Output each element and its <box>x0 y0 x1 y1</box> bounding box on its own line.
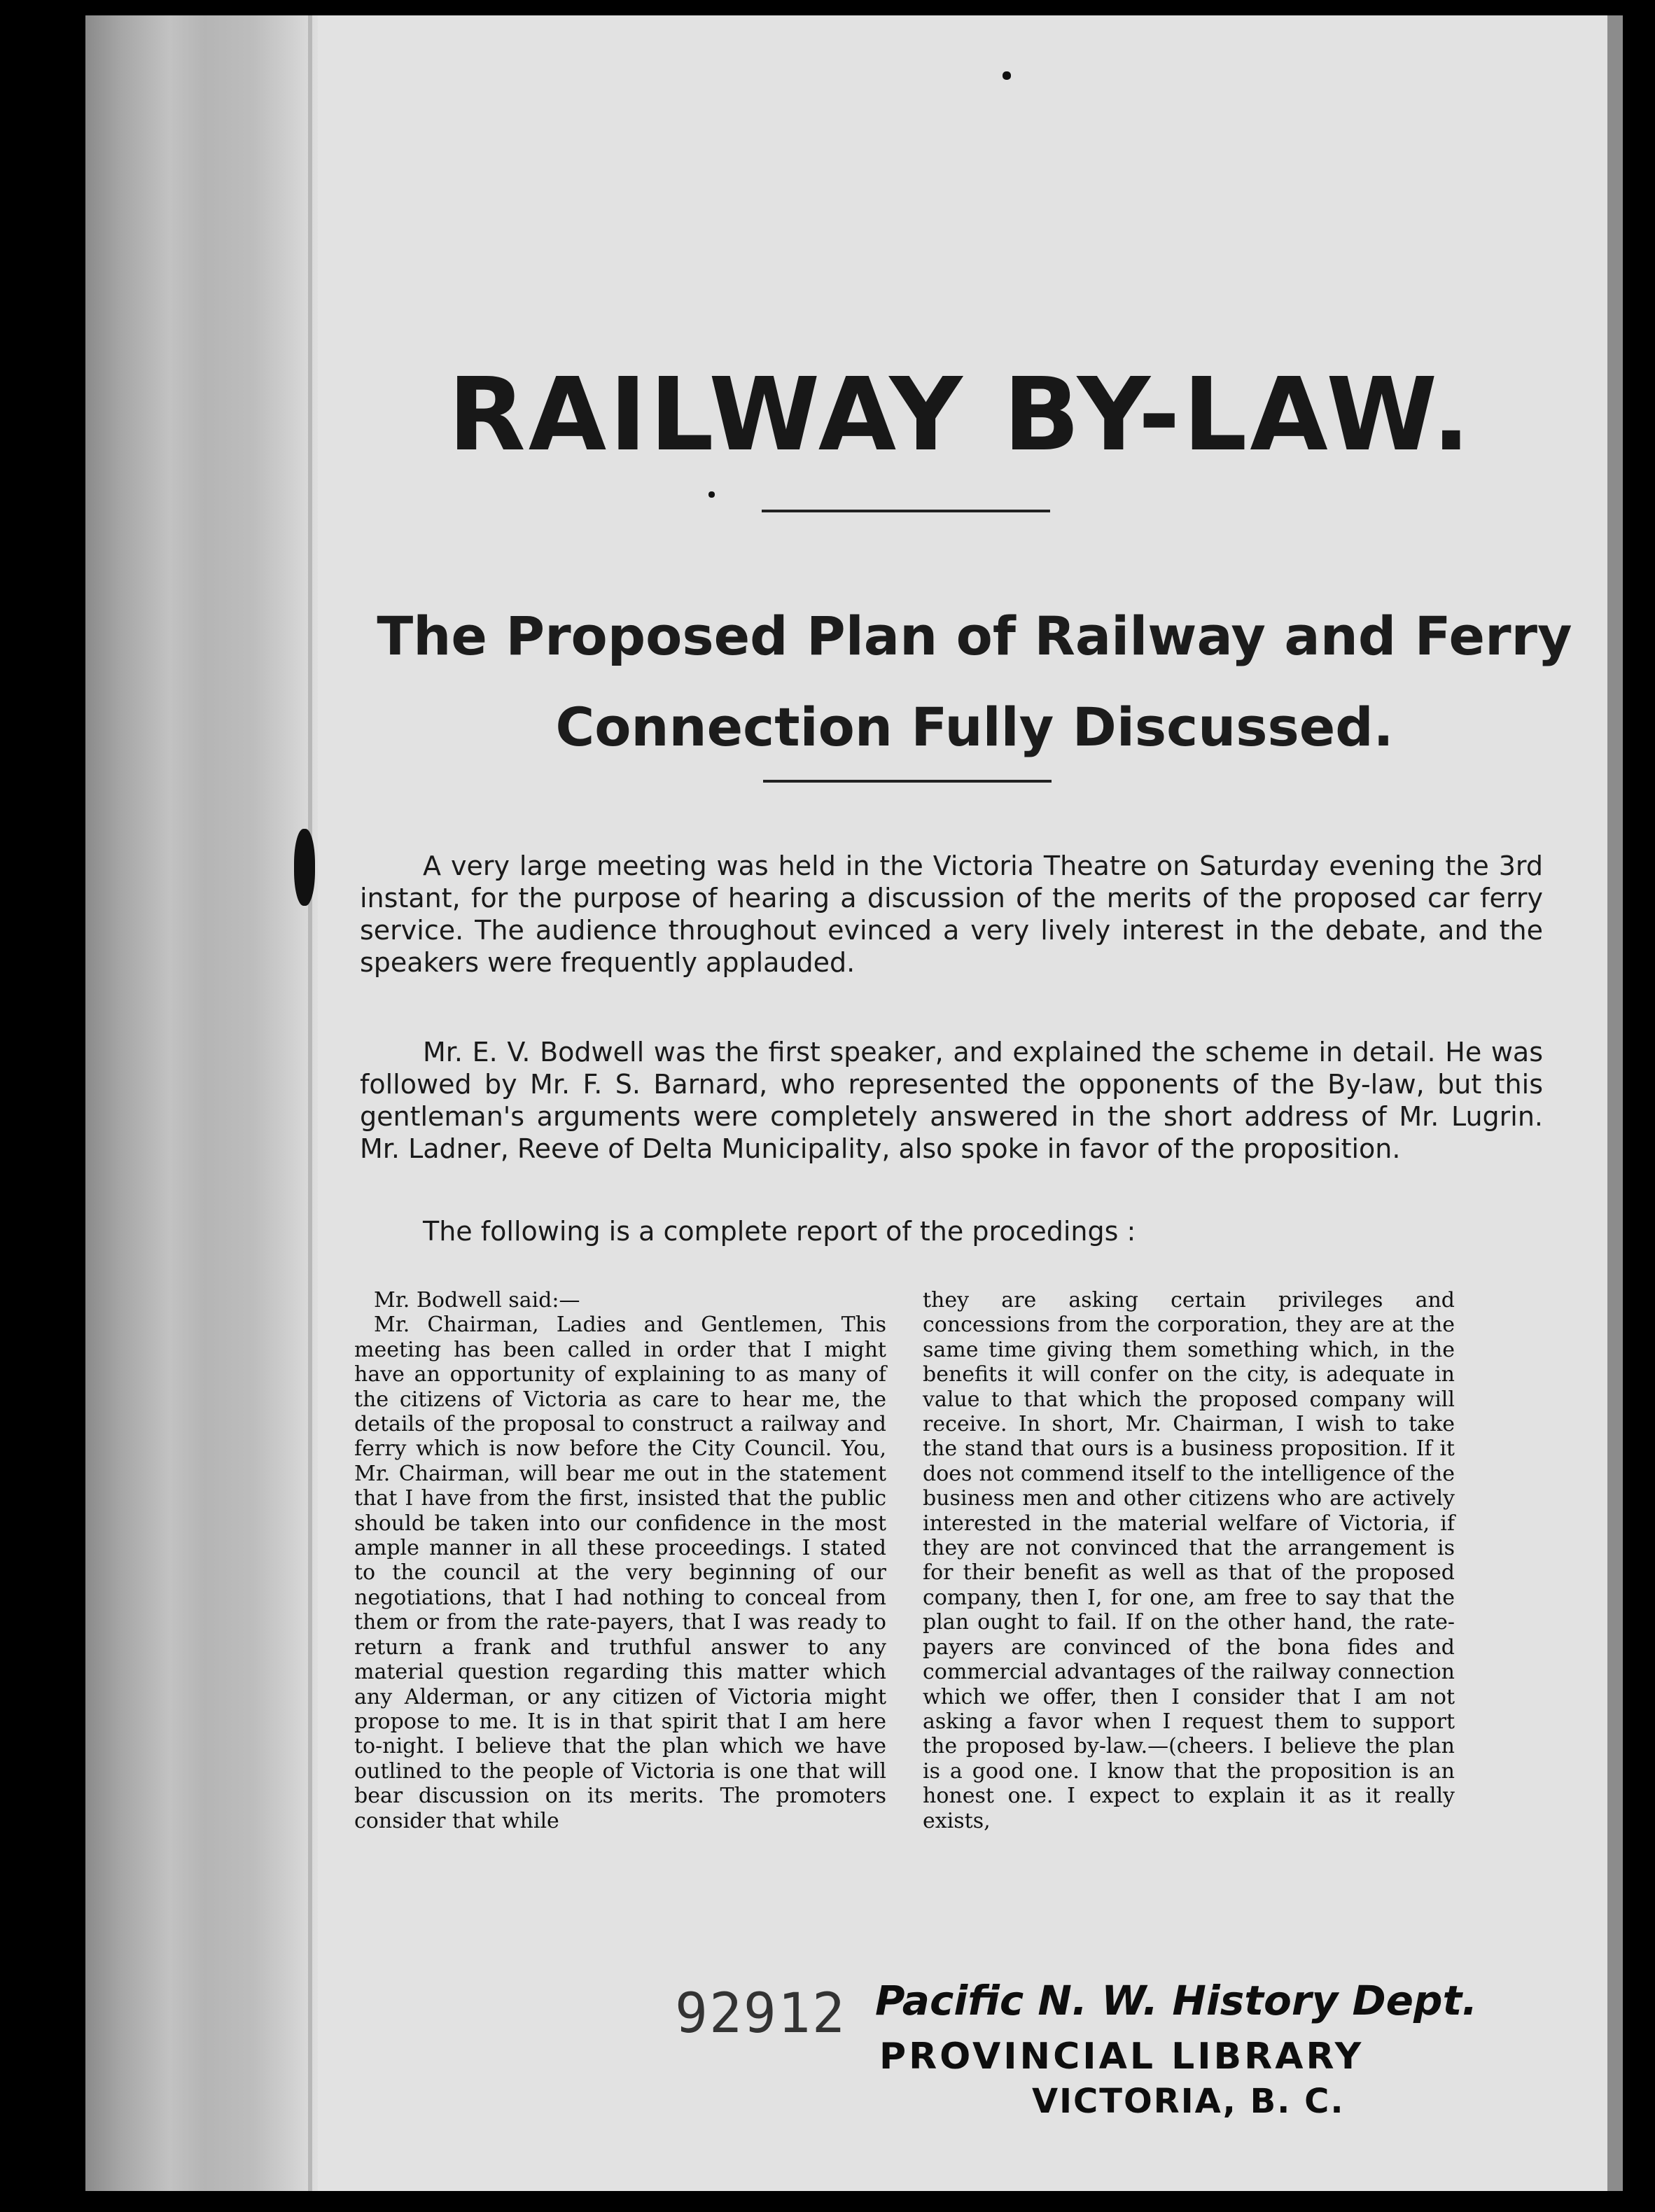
document-subtitle <box>337 591 1612 773</box>
binding-spine <box>85 15 318 2191</box>
ink-blot <box>294 829 315 906</box>
page-right-edge <box>1607 15 1623 2191</box>
intro-paragraph-1: A very large meeting was held in the Victoria Theatre on Saturday evening the 3rd instant, for the purpose of hearing a discussion of the merits of the proposed car ferry service. The audience throughout evinced a very lively interest in the debate, and the speakers were frequently applauded. <box>360 850 1543 978</box>
column-left <box>354 1288 886 1833</box>
library-stamp-line-3: VICTORIA, B. C. <box>1032 2082 1345 2121</box>
speaker-heading: Mr. Bodwell said:— <box>374 1288 580 1312</box>
subtitle-rule <box>763 780 1052 783</box>
intro-paragraph-3: The following is a complete report of the procedings : <box>423 1216 1136 1247</box>
title-rule <box>762 510 1050 512</box>
column-left-text: Mr. Chairman, Ladies and Gentlemen, This meeting has been called in order that I might have an opportunity of explaining to as many of the citizens of Victoria as care to hear me, the details of the proposal to construct a railway and ferry which is now before the City Council. You, Mr. Chairman, will bear me out in the statement that I have from the first, insisted that the public should be taken into our confidence in the most ample manner in all these proceedings. I stated to the council at the very beginning of our negotiations, that I had nothing to conceal from them or from the rate-payers, that I was ready to return a frank and truthful answer to any material question regarding this matter which any Alderman, or any citizen of Victoria might propose to me. It is in that spirit that I am here to-night. I believe that the plan which we have outlined to the people of Victoria is one that will bear discussion on its merits. The promoters consider that while <box>354 1312 886 1833</box>
ink-dot <box>1003 71 1011 80</box>
document-title: RAILWAY BY-LAW. <box>447 356 1474 473</box>
subtitle-line-1: The Proposed Plan of Railway and Ferry <box>377 605 1572 667</box>
subtitle-line-2: Connection Fully Discussed. <box>555 696 1394 758</box>
accession-number-stamp: 92912 <box>675 1982 846 2045</box>
ink-dot <box>708 491 715 498</box>
intro-paragraph-2: Mr. E. V. Bodwell was the first speaker, and explained the scheme in detail. He was followed by Mr. F. S. Barnard, who represented the opponents of the By-law, but this gentleman's arguments were completely answered in the short address of Mr. Lugrin. Mr. Ladner, Reeve of Delta Municipality, also spoke in favor of the proposition. <box>360 1037 1543 1164</box>
library-stamp-line-1: Pacific N. W. History Dept. <box>875 1977 1478 2024</box>
spine-fold <box>308 15 312 2191</box>
column-right-text: they are asking certain privileges and concessions from the corporation, they are at the same time giving them something which, in the benefits it will confer on the city, is adequate in value to that which the proposed company will receive. In short, Mr. Chairman, I wish to take the stand that ours is a business proposition. If it does not commend itself to the intelligence of the business men and other citizens who are actively interested in the material welfare of Victoria, if they are not convinced that the arrangement is for their benefit as well as that of the proposed company, then I, for one, am free to say that the plan ought to fail. If on the other hand, the rate-payers are convinced of the bona fides and commercial advantages of the railway connection which we offer, then I consider that I am not asking a favor when I request them to support the proposed by-law.—(cheers. I believe the plan is a good one. I know that the proposition is an honest one. I expect to explain it as it really exists, <box>923 1288 1455 1833</box>
library-stamp-line-2: PROVINCIAL LIBRARY <box>879 2036 1364 2078</box>
document-page <box>85 15 1623 2191</box>
column-right <box>923 1288 1455 1833</box>
